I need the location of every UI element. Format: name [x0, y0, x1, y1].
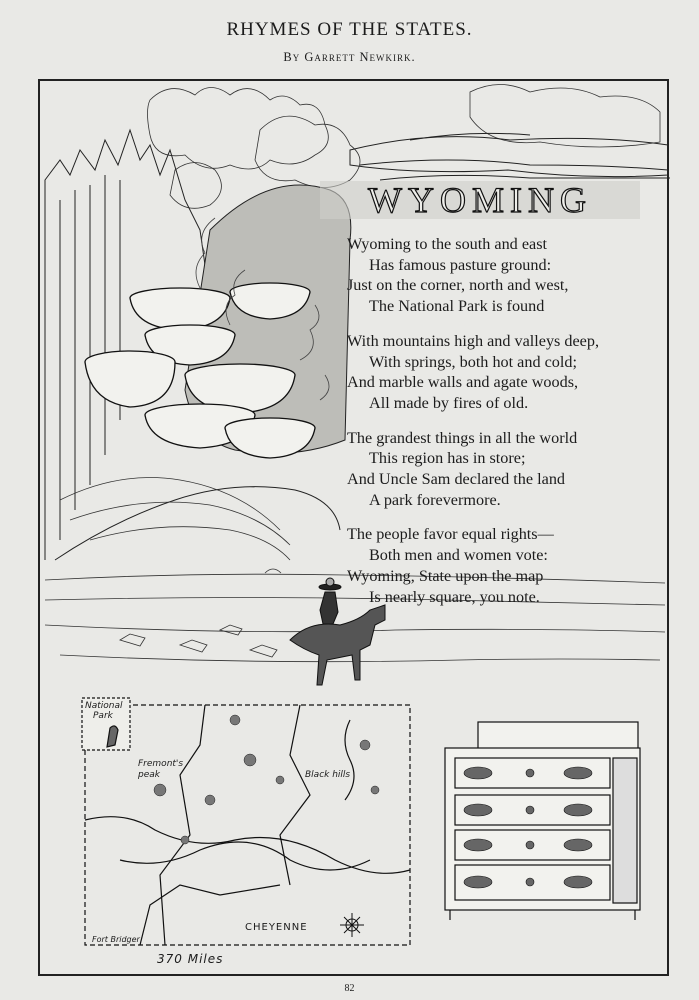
stanza-1	[347, 234, 677, 317]
map-label-fremonts-peak: Fremont's peak	[138, 759, 184, 780]
map-label-cheyenne: CHEYENNE	[245, 922, 308, 933]
poem-line: And Uncle Sam declared the land	[347, 470, 566, 489]
poem	[347, 234, 677, 621]
poem-line: Just on the corner, north and west,	[347, 276, 569, 295]
page-number: 82	[344, 983, 355, 994]
cheyenne-star-icon	[340, 913, 364, 937]
poem-line: The grandest things in all the world	[347, 428, 578, 447]
poem-line: A park forevermore.	[369, 490, 501, 509]
stanza-2	[347, 331, 677, 414]
poem-line: This region has in store;	[369, 449, 526, 468]
author-byline: By Garrett Newkirk.	[283, 50, 416, 64]
map-label-park: Park	[93, 711, 113, 721]
stanza-3	[347, 428, 677, 511]
wyoming-title-text: WYOMING	[368, 180, 592, 220]
poem-line: Has famous pasture ground:	[369, 255, 552, 274]
poem-line: Both men and women vote:	[369, 546, 548, 565]
wyoming-title-banner	[320, 177, 640, 223]
dresser-drawing	[445, 722, 640, 920]
poem-line: The people favor equal rights—	[347, 525, 554, 544]
map-label-national: National	[85, 701, 123, 711]
upper-terraces	[350, 133, 670, 180]
wyoming-map	[82, 698, 410, 945]
lower-slope	[60, 478, 290, 561]
poem-line: Wyoming to the south and east	[347, 235, 547, 253]
map-label-fort-bridger: Fort Bridger	[92, 935, 140, 944]
poem-line: Wyoming, State upon the map	[347, 566, 544, 585]
stanza-4	[347, 524, 677, 607]
poem-line: All made by fires of old.	[369, 393, 529, 412]
map-scale: 370 Miles	[157, 952, 224, 966]
poem-line: With mountains high and valleys deep,	[347, 331, 600, 350]
poem-line: And marble walls and agate woods,	[347, 373, 579, 392]
map-label-black-hills: Black hills	[305, 770, 351, 780]
poem-line: Is nearly square, you note.	[369, 587, 540, 606]
poem-line: With springs, both hot and cold;	[369, 352, 577, 371]
poem-line: The National Park is found	[369, 297, 545, 316]
page-title: RHYMES OF THE STATES.	[226, 19, 473, 40]
